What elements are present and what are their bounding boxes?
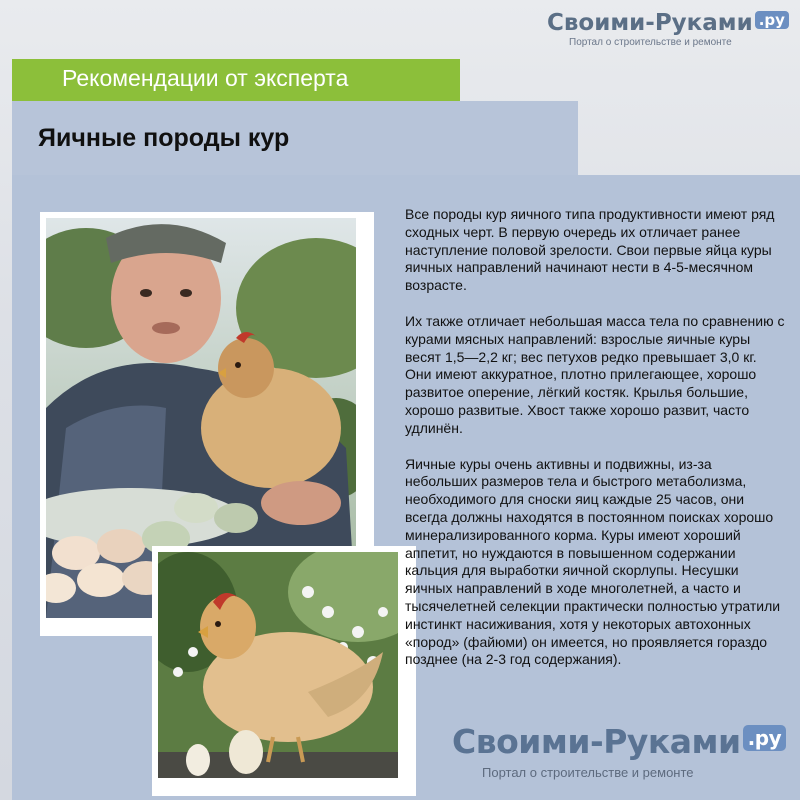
page-title: Яичные породы кур — [38, 124, 290, 152]
title-banner — [12, 101, 578, 175]
expert-banner-label: Рекомендации от эксперта — [62, 65, 349, 91]
logo-tagline: Портал о строительстве и ремонте — [569, 37, 732, 48]
logo-brand: Своими-Руками .ру — [452, 722, 792, 761]
article-paragraph: Их также отличает небольшая масса тела по сравнению с курами мясных направлений: взрослые яичные куры весят 1,5—2,2 кг; вес петухов редко превышает 3,0 кг. Они имеют аккуратное, плотно прилегающее, хорошо развитое оперение, лёгкий костяк. Крылья большие, хорошо развитые. Хвост также хорошо развит, часто удлинён. — [405, 312, 785, 436]
site-logo-bottom[interactable] — [452, 722, 792, 786]
logo-domain-badge: .ру — [743, 725, 786, 751]
logo-brand: Своими-Руками .ру — [547, 10, 787, 36]
expert-banner — [12, 59, 460, 101]
article-paragraph: Все породы кур яичного типа продуктивности имеют ряд сходных черт. В первую очередь их отличает ранее наступление половой зрелости. Свои первые яйца куры яичных направлений начинают нести в 4-5-месячном возрасте. — [405, 206, 775, 294]
logo-tagline: Портал о строительстве и ремонте — [482, 765, 694, 780]
article-paragraph: Яичные куры очень активны и подвижны, из-за небольших размеров тела и быстрого метаболизма, необходимого для сноски яиц каждые 25 часов, они всегда должны находятся в постоянном поисках хорошо минерализированного корма. Куры имеют хороший аппетит, но нуждаются в повышенном содержании кальция для выработки яичной скорлупы. Несушки яичных направлений в ходе многолетней, а часто и тысячелетней селекции практически полностью утратили инстинкт насиживания, хотя у некоторых автохонных «пород» (файюми) он имеется, но проявляется гораздо позднее (на 2-3 год содержания). — [405, 455, 781, 668]
hen-photo-image — [158, 552, 398, 778]
article-body — [405, 206, 785, 687]
photo-hen-with-eggs — [152, 546, 416, 796]
site-logo-top[interactable] — [547, 10, 787, 60]
logo-domain-badge: .ру — [755, 11, 789, 29]
